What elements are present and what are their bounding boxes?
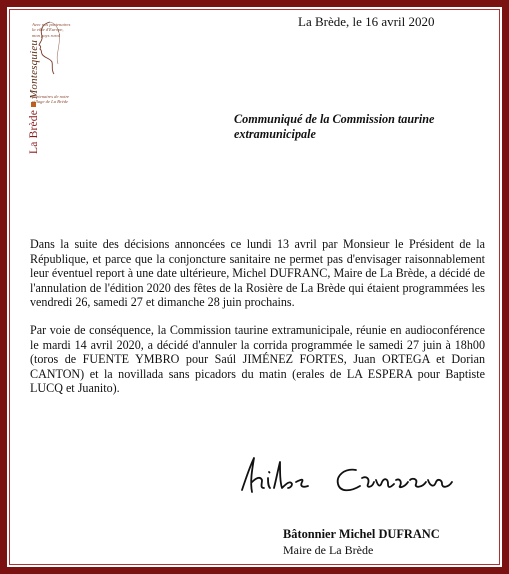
- document-date: La Brède, le 16 avril 2020: [298, 14, 435, 29]
- document-body: [30, 237, 485, 409]
- logo-brand-vertical: [12, 16, 40, 156]
- paragraph-1: Dans la suite des décisions annoncées ce lundi 13 avril par Monsieur le Président de la République, et parce que la conjoncture sanitaire ne permet pas d'envisager raisonnablement leur éventuel report à une date ultérieure, Michel DUFRANC, Maire de La Brède, a décidé de l'annulation de l'édition 2020 des fêtes de la Rosière de La Brède qui étaient programmées les vendredi 26, samedi 27 et dimanche 28 juin prochains.: [30, 237, 485, 310]
- signatory-title: Maire de La Brède: [283, 543, 374, 557]
- brand-left-text: La Brède: [28, 109, 40, 154]
- logo-tagline-bottom: partenaires de notre village de La Brède: [32, 94, 70, 105]
- paragraph-2: Par voie de conséquence, la Commission taurine extramunicipale, réunie en audioconférence le mardi 14 avril 2020, a décidé d'annuler la corrida programmée le samedi 27 juin à 18h00 (toros de FUENTE YMBRO pour Saúl JIMÉNEZ FORTES, Juan ORTEGA et Dorian CANTON) et la novillada sans picadors du matin (erales de LA ESPERA pour Baptiste LUCQ et Juanito).: [30, 322, 485, 396]
- town-logo: [12, 16, 71, 156]
- logo-tagline-top: Avec nos partenaires la ville d'Europe, mon pays rural: [32, 22, 71, 38]
- document-subject: Communiqué de la Commission taurine extramunicipale: [234, 112, 435, 141]
- signatory-name: Bâtonnier Michel DUFRANC: [283, 527, 440, 541]
- brand-right-text: Montesquieu: [28, 39, 40, 99]
- handwritten-signature-icon: [238, 448, 470, 508]
